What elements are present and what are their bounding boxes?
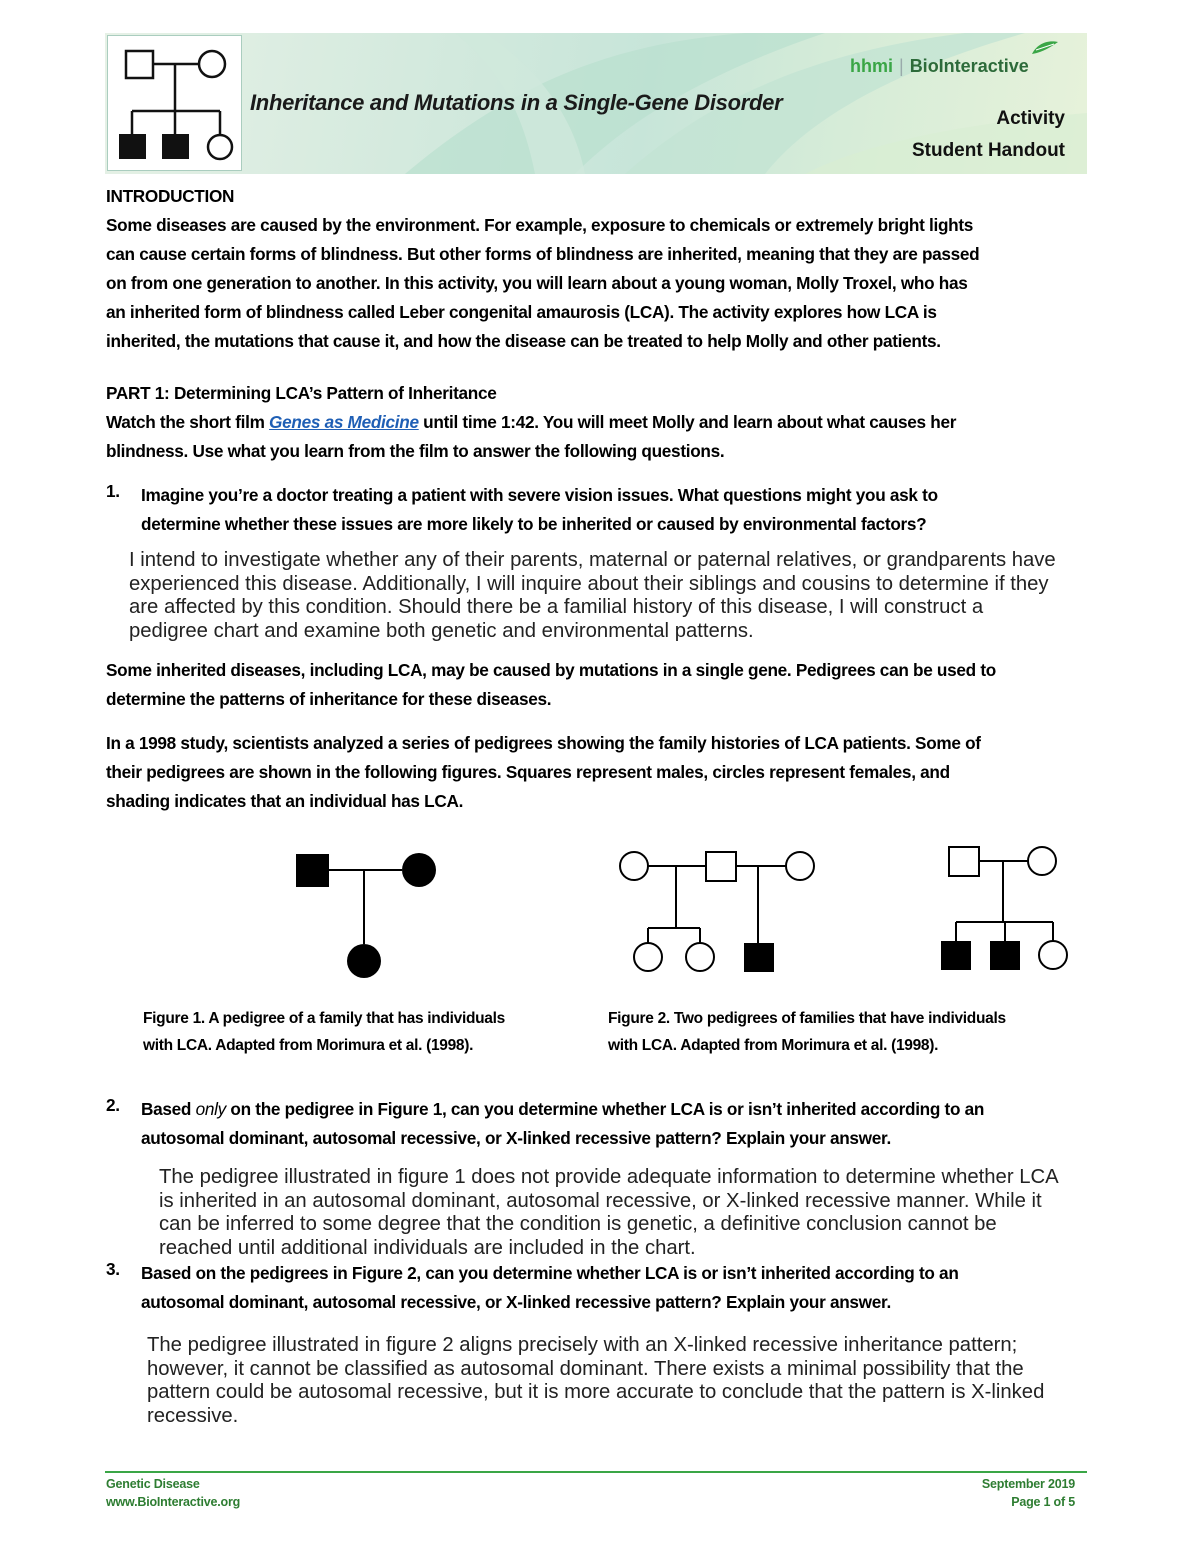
hhmi-biointeractive-logo: hhmi | BioInteractive bbox=[850, 56, 1029, 76]
watch-suffix: until time 1:42. You will meet Molly and learn about what causes her bbox=[418, 412, 957, 432]
doc-type-label: Activity bbox=[996, 108, 1065, 129]
single-gene-line-2: determine the patterns of inheritance for these diseases. bbox=[106, 689, 552, 709]
q3-line-1 bbox=[141, 1259, 1091, 1288]
figure2-caption-line-1 bbox=[608, 1005, 1006, 1032]
single-gene-line-1: Some inherited diseases, including LCA, may be caused by mutations in a single gene. Pedigrees can be used to bbox=[106, 660, 996, 680]
intro-line-1: Some diseases are caused by the environment. For example, exposure to chemicals or extremely bright lights bbox=[106, 215, 974, 235]
intro-line-2: can cause certain forms of blindness. But other forms of blindness are inherited, meaning that they are passed bbox=[106, 244, 980, 264]
q2-line-1 bbox=[141, 1095, 1091, 1124]
leaf-icon bbox=[1030, 38, 1060, 58]
document-title: Inheritance and Mutations in a Single-Gene Disorder bbox=[250, 90, 783, 115]
q3-number: 3. bbox=[106, 1259, 120, 1279]
doc-subtype-label: Student Handout bbox=[911, 140, 1065, 161]
pedigree-logo-icon bbox=[108, 36, 243, 172]
q3-answer-field[interactable]: The pedigree illustrated in figure 2 aligns precisely with an X-linked recessive inheritance pattern; however, it cannot be classified as autosomal dominant. There exists a minimal possibility that the pattern could be autosomal recessive, but it is more accurate to conclude that the pattern is X-linked recessive. bbox=[147, 1334, 1045, 1427]
figure2-caption-text: Two pedigrees of families that have individuals bbox=[669, 1010, 1006, 1027]
q1-answer-field[interactable]: I intend to investigate whether any of their parents, maternal or paternal relatives, or grandparents have experienced this disease. Additionally, I will inquire about their siblings and cousins to determine if they are affected by this condition. Should there be a familial history of this disease, I will construct a pedigree chart and examine both genetic and environmental patterns. bbox=[129, 549, 1056, 642]
figure2-pedigree-b bbox=[930, 840, 1080, 985]
figure2-pedigree-a bbox=[610, 840, 830, 985]
q1-line-2: determine whether these issues are more likely to be inherited or caused by environmental factors? bbox=[141, 514, 927, 534]
part1-watch-line-2: blindness. Use what you learn from the film to answer the following questions. bbox=[106, 441, 725, 461]
study-line-1: In a 1998 study, scientists analyzed a series of pedigrees showing the family histories of LCA patients. Some of bbox=[106, 733, 981, 753]
footer-website-link[interactable]: www.BioInteractive.org bbox=[106, 1495, 241, 1509]
footer-date: September 2019 bbox=[981, 1477, 1075, 1491]
figure1-caption-line-2: with LCA. Adapted from Morimura et al. (1998). bbox=[143, 1037, 474, 1054]
pedigree-logo bbox=[107, 35, 242, 171]
brand-biointeractive: BioInteractive bbox=[909, 56, 1029, 76]
q1-number: 1. bbox=[106, 481, 120, 501]
q3-post: , can you determine whether LCA is or isn’t inherited according to an bbox=[416, 1263, 959, 1283]
footer-topic: Genetic Disease bbox=[106, 1477, 200, 1491]
affected-daughter bbox=[347, 944, 381, 978]
q2-number: 2. bbox=[106, 1095, 120, 1115]
q2-pre: Based bbox=[141, 1099, 196, 1119]
figure2-caption-line-2: with LCA. Adapted from Morimura et al. (1998). bbox=[608, 1037, 939, 1054]
q3-fig: Figure 2 bbox=[351, 1263, 417, 1283]
figure2-label: Figure 2. bbox=[608, 1010, 670, 1027]
intro-line-5: inherited, the mutations that cause it, and how the disease can be treated to help Molly and other patients. bbox=[106, 331, 941, 351]
study-line-2: their pedigrees are shown in the following figures. Squares represent males, circles represent females, and bbox=[106, 762, 950, 782]
footer-page-number: Page 1 of 5 bbox=[1011, 1495, 1075, 1509]
q1-line-1: Imagine you’re a doctor treating a patient with severe vision issues. What questions might you ask to bbox=[141, 485, 938, 505]
figure1-caption-line-1 bbox=[143, 1005, 505, 1032]
part1-watch-line bbox=[106, 408, 1096, 437]
affected-mother bbox=[402, 853, 436, 887]
q2-fig: Figure 1 bbox=[377, 1099, 442, 1119]
genes-as-medicine-link[interactable]: Genes as Medicine bbox=[269, 412, 419, 432]
study-line-3: shading indicates that an individual has LCA. bbox=[106, 791, 464, 811]
q2-post: , can you determine whether LCA is or isn’t inherited according to an bbox=[441, 1099, 985, 1119]
part1-heading: PART 1: Determining LCA’s Pattern of Inheritance bbox=[106, 383, 497, 403]
brand-hhmi: hhmi bbox=[850, 56, 893, 76]
q3-line-2: autosomal dominant, autosomal recessive, or X-linked recessive pattern? Explain your answer. bbox=[141, 1292, 891, 1312]
watch-prefix: Watch the short film bbox=[106, 412, 270, 432]
q3-pre: Based on the pedigrees in bbox=[141, 1263, 352, 1283]
q2-answer-field[interactable]: The pedigree illustrated in figure 1 does not provide adequate information to determine whether LCA is inherited in an autosomal dominant, autosomal recessive, or X-linked recessive manner. While it can be inferred to some degree that the condition is genetic, a definitive conclusion cannot be reached until additional individuals are included in the chart. bbox=[159, 1166, 1059, 1259]
intro-line-4: an inherited form of blindness called Leber congenital amaurosis (LCA). The activity explores how LCA is bbox=[106, 302, 937, 322]
figure1-label: Figure 1. bbox=[143, 1010, 205, 1027]
figure1-pedigree bbox=[280, 840, 460, 985]
intro-line-3: on from one generation to another. In this activity, you will learn about a young woman, Molly Troxel, who has bbox=[106, 273, 968, 293]
q2-mid: on the pedigree in bbox=[225, 1099, 378, 1119]
figure1-caption-text: A pedigree of a family that has individuals bbox=[204, 1010, 505, 1027]
affected-father bbox=[296, 854, 329, 887]
footer-divider bbox=[105, 1471, 1087, 1473]
q2-emph: only bbox=[195, 1099, 226, 1119]
q2-line-2: autosomal dominant, autosomal recessive, or X-linked recessive pattern? Explain your answer. bbox=[141, 1128, 891, 1148]
intro-heading: INTRODUCTION bbox=[106, 186, 235, 206]
